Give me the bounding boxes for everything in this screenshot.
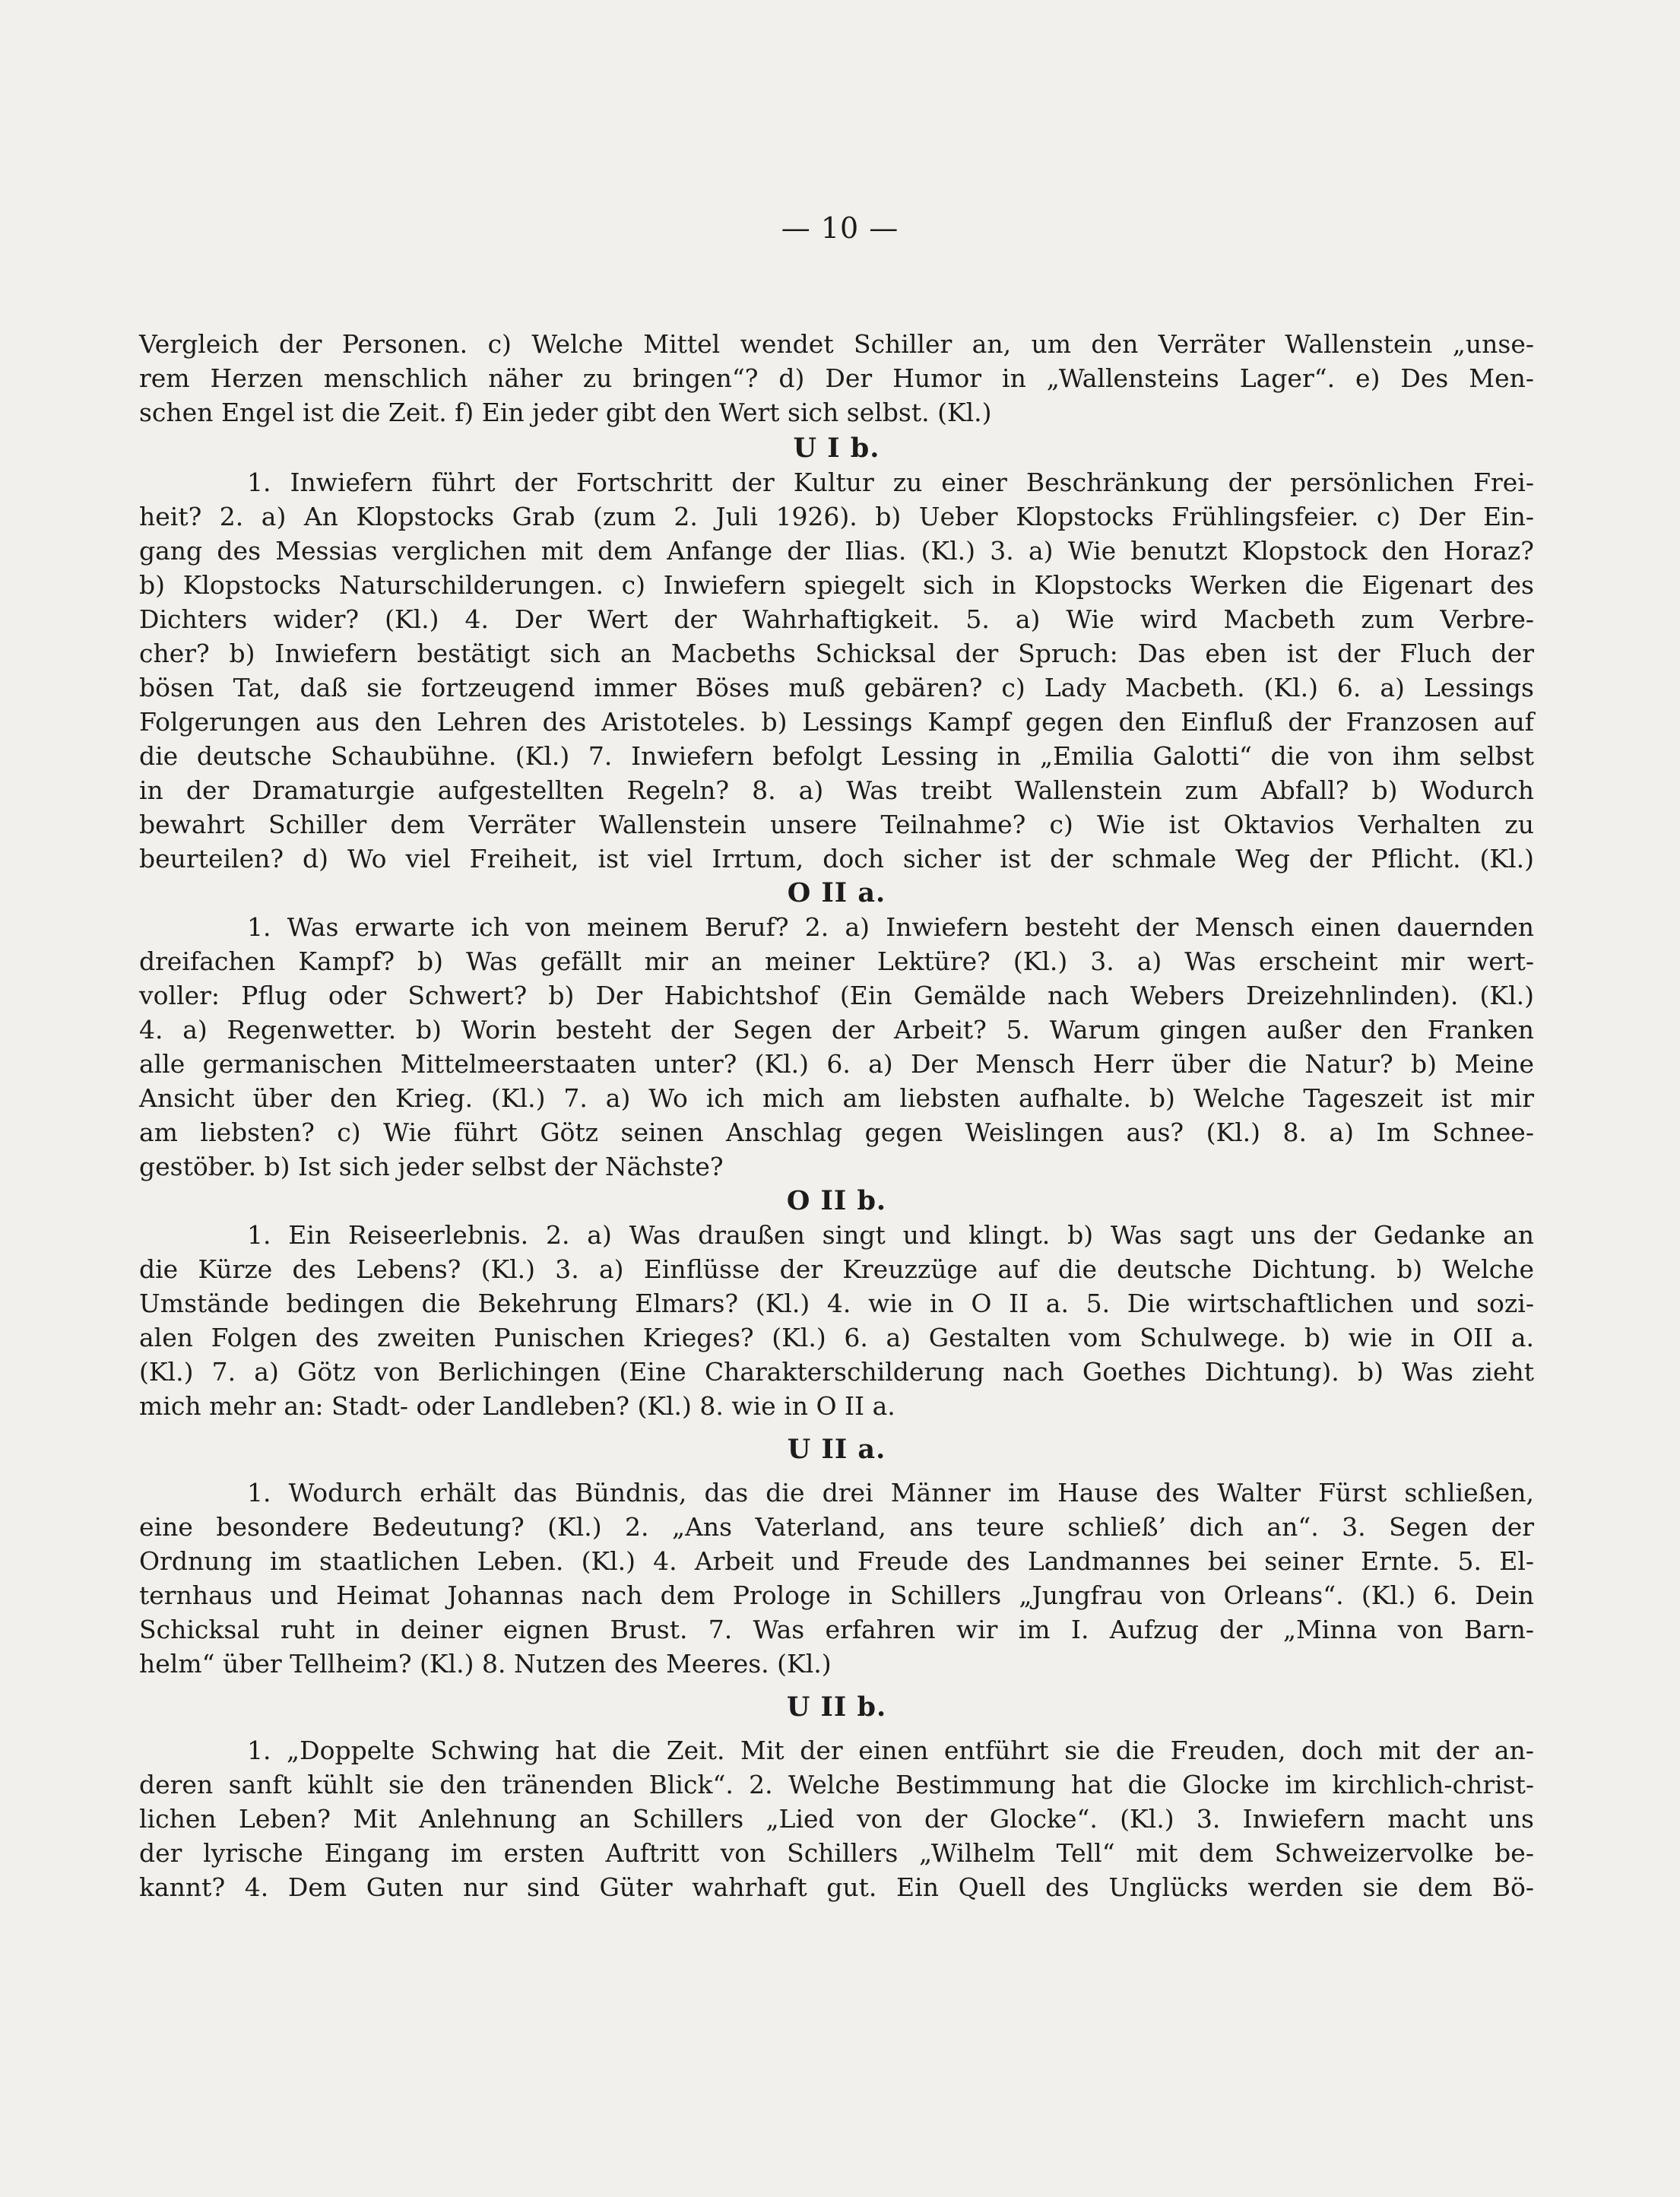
text-line: voller: Pflug oder Schwert? b) Der Habichtshof (Ein Gemälde nach Webers Dreizehnlinden). (Kl.) (139, 981, 1534, 1010)
text-line: eine besondere Bedeutung? (Kl.) 2. „Ans Vaterland, ans teure schließ’ dich an“. 3. Segen der (139, 1512, 1534, 1542)
page-number: — 10 — (781, 211, 899, 245)
text-line: 1. „Doppelte Schwing hat die Zeit. Mit der einen entführt sie die Freuden, doch mit der an- (247, 1736, 1534, 1765)
section-heading-uiia: U II a. (787, 1434, 886, 1465)
text-line: ternhaus und Heimat Johannas nach dem Prologe in Schillers „Jungfrau von Orleans“. (Kl.) 6. Dein (139, 1580, 1534, 1610)
text-line: am liebsten? c) Wie führt Götz seinen Anschlag gegen Weislingen aus? (Kl.) 8. a) Im Schnee- (139, 1118, 1534, 1147)
text-line: 1. Wodurch erhält das Bündnis, das die drei Männer im Hause des Walter Fürst schließen, (247, 1478, 1534, 1507)
text-line: deren sanft kühlt sie den tränenden Blick“. 2. Welche Bestimmung hat die Glocke im kirchlich-christ- (139, 1770, 1534, 1799)
text-line: lichen Leben? Mit Anlehnung an Schillers „Lied von der Glocke“. (Kl.) 3. Inwiefern macht uns (139, 1804, 1534, 1834)
text-line: bösen Tat, daß sie fortzeugend immer Böses muß gebären? c) Lady Macbeth. (Kl.) 6. a) Lessings (139, 673, 1534, 702)
text-line: b) Klopstocks Naturschilderungen. c) Inwiefern spiegelt sich in Klopstocks Werken die Eigenart des (139, 570, 1534, 600)
text-line: schen Engel ist die Zeit. f) Ein jeder gibt den Wert sich selbst. (Kl.) (139, 398, 992, 427)
text-line: rem Herzen menschlich näher zu bringen“? d) Der Humor in „Wallensteins Lager“. e) Des Men- (139, 363, 1534, 393)
text-line: Umstände bedingen die Bekehrung Elmars? (Kl.) 4. wie in O II a. 5. Die wirtschaftlichen und sozi- (139, 1289, 1534, 1318)
text-line: mich mehr an: Stadt- oder Landleben? (Kl.) 8. wie in O II a. (139, 1391, 895, 1421)
text-line: (Kl.) 7. a) Götz von Berlichingen (Eine Charakterschilderung nach Goethes Dichtung). b) Was zieht (139, 1357, 1534, 1387)
text-line: bewahrt Schiller dem Verräter Wallenstein unsere Teilnahme? c) Wie ist Oktavios Verhalten zu (139, 810, 1534, 839)
text-line: Dichters wider? (Kl.) 4. Der Wert der Wahrhaftigkeit. 5. a) Wie wird Macbeth zum Verbre- (139, 604, 1534, 634)
text-line: die deutsche Schaubühne. (Kl.) 7. Inwiefern befolgt Lessing in „Emilia Galotti“ die von ihm selbst (139, 741, 1534, 771)
text-line: helm“ über Tellheim? (Kl.) 8. Nutzen des Meeres. (Kl.) (139, 1649, 832, 1679)
text-line: der lyrische Eingang im ersten Auftritt von Schillers „Wilhelm Tell“ mit dem Schweizervolke be- (139, 1838, 1534, 1868)
text-line: die Kürze des Lebens? (Kl.) 3. a) Einflüsse der Kreuzzüge auf die deutsche Dichtung. b) Welche (139, 1254, 1534, 1284)
text-line: heit? 2. a) An Klopstocks Grab (zum 2. Juli 1926). b) Ueber Klopstocks Frühlingsfeier. c) Der Ein- (139, 502, 1534, 531)
section-body-oiib (139, 1218, 1534, 1423)
section-body-uib (139, 465, 1534, 876)
text-line: gestöber. b) Ist sich jeder selbst der Nächste? (139, 1152, 724, 1181)
page-content (139, 327, 1534, 1904)
text-line: Ansicht über den Krieg. (Kl.) 7. a) Wo ich mich am liebsten aufhalte. b) Welche Tageszeit ist mir (139, 1083, 1534, 1113)
text-line: beurteilen? d) Wo viel Freiheit, ist viel Irrtum, doch sicher ist der schmale Weg der Pflicht. (Kl.) (139, 844, 1534, 873)
text-line: kannt? 4. Dem Guten nur sind Güter wahrhaft gut. Ein Quell des Unglücks werden sie dem Bö- (139, 1872, 1534, 1902)
text-line: Schicksal ruht in deiner eignen Brust. 7. Was erfahren wir im I. Aufzug der „Minna von Barn- (139, 1615, 1534, 1644)
text-line: Folgerungen aus den Lehren des Aristoteles. b) Lessings Kampf gegen den Einfluß der Franzosen auf (139, 707, 1534, 737)
section-body-uiib (139, 1733, 1534, 1904)
section-body-uiia (139, 1476, 1534, 1681)
section-heading-oiia: O II a. (787, 877, 886, 908)
text-line: alen Folgen des zweiten Punischen Krieges? (Kl.) 6. a) Gestalten vom Schulwege. b) wie in OII a. (139, 1323, 1534, 1352)
text-line: 1. Was erwarte ich von meinem Beruf? 2. a) Inwiefern besteht der Mensch einen dauernden (247, 912, 1534, 942)
text-line: cher? b) Inwiefern bestätigt sich an Macbeths Schicksal der Spruch: Das eben ist der Fluch der (139, 639, 1534, 668)
intro-paragraph (139, 327, 1534, 430)
text-line: 1. Ein Reiseerlebnis. 2. a) Was draußen singt und klingt. b) Was sagt uns der Gedanke an (247, 1220, 1534, 1250)
section-heading-oiib: O II b. (786, 1185, 887, 1216)
text-line: 4. a) Regenwetter. b) Worin besteht der Segen der Arbeit? 5. Warum gingen außer den Franken (139, 1015, 1534, 1045)
text-line: dreifachen Kampf? b) Was gefällt mir an meiner Lektüre? (Kl.) 3. a) Was erscheint mir wert- (139, 946, 1534, 976)
section-body-oiia (139, 910, 1534, 1184)
text-line: Ordnung im staatlichen Leben. (Kl.) 4. Arbeit und Freude des Landmannes bei seiner Ernte. 5. El- (139, 1546, 1534, 1576)
section-heading-uiib: U II b. (786, 1691, 887, 1723)
text-line: in der Dramaturgie aufgestellten Regeln? 8. a) Was treibt Wallenstein zum Abfall? b) Wodurch (139, 775, 1534, 805)
text-line: alle germanischen Mittelmeerstaaten unter? (Kl.) 6. a) Der Mensch Herr über die Natur? b) Meine (139, 1049, 1534, 1079)
text-line: 1. Inwiefern führt der Fortschritt der Kultur zu einer Beschränkung der persönlichen Frei- (247, 468, 1534, 497)
section-heading-uib: U I b. (793, 433, 880, 464)
text-line: Vergleich der Personen. c) Welche Mittel wendet Schiller an, um den Verräter Wallenstein „unse- (139, 329, 1534, 359)
text-line: gang des Messias verglichen mit dem Anfange der Ilias. (Kl.) 3. a) Wie benutzt Klopstock den Horaz? (139, 536, 1534, 566)
